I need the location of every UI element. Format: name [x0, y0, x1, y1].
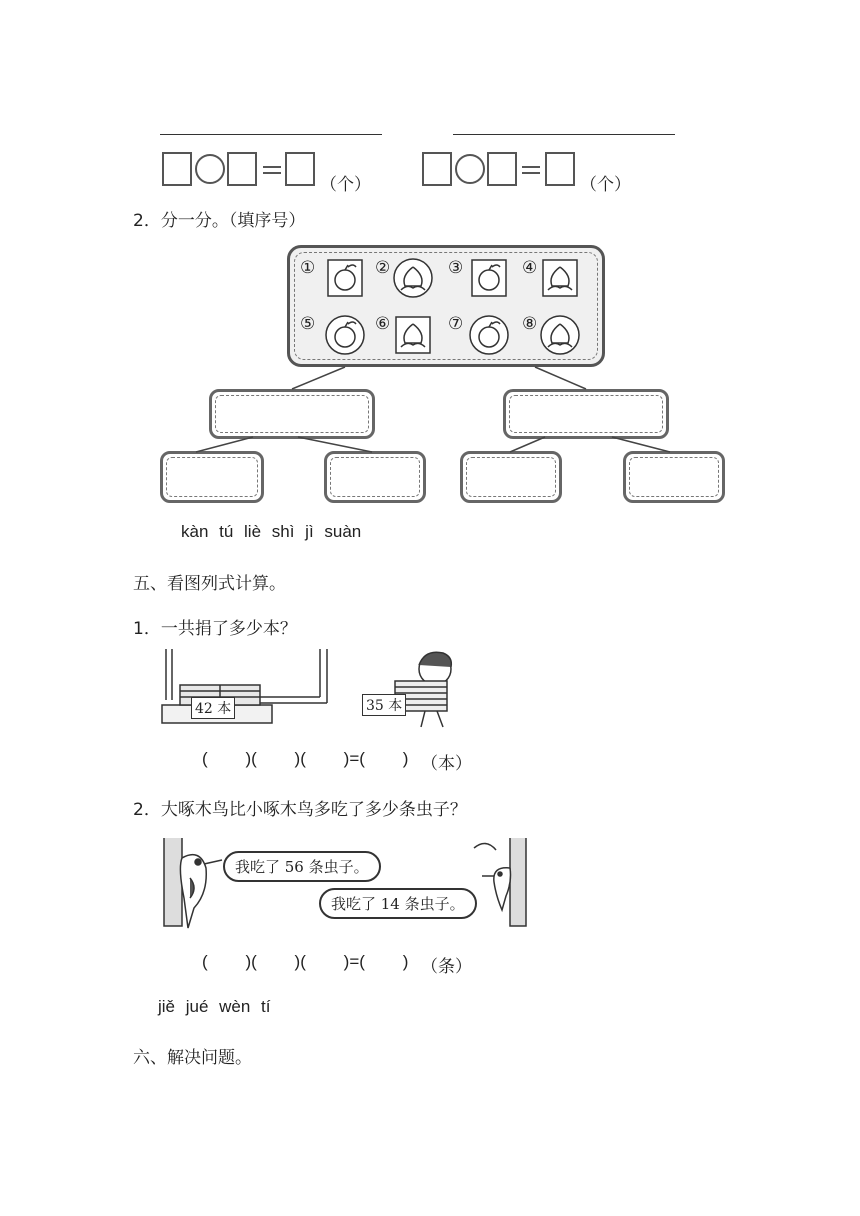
fruit-item-7: [470, 316, 508, 354]
fruit-item-8: [541, 316, 579, 354]
formula-blanks[interactable]: ( )( )( )=( ): [202, 952, 409, 971]
books-on-table-illustration: [160, 645, 340, 727]
unit-label: （个）: [320, 175, 371, 195]
section5-heading: 五、看图列式计算。: [133, 574, 286, 594]
item-number: ②: [375, 258, 391, 278]
q1-heading: 1．一共捐了多少本？: [133, 619, 297, 639]
formula-blanks[interactable]: ( )( )( )=( ): [202, 749, 409, 768]
tree-line: [298, 437, 372, 452]
question-heading: 2．分一分。（填序号）: [133, 211, 306, 231]
fruit-item-2: [394, 259, 432, 297]
pinyin-section6: jiě jué wèn tí: [158, 997, 271, 1016]
sort-diagram: [0, 0, 860, 520]
fruit-item-1: [328, 260, 362, 296]
item-number: ⑦: [448, 314, 464, 334]
speech-bubble-small-woodpecker: 我吃了 14 条虫子。: [319, 888, 477, 919]
tree-line: [612, 437, 670, 452]
fruit-item-6: [396, 317, 430, 353]
item-number: ④: [522, 258, 538, 278]
fruit-item-5: [326, 316, 364, 354]
q2-heading: 2．大啄木鸟比小啄木鸟多吃了多少条虫子？: [133, 800, 467, 820]
tree-line: [196, 437, 253, 452]
unit-label: （个）: [580, 175, 631, 195]
item-number: ①: [300, 258, 316, 278]
books-count-label-left: 42 本: [191, 697, 235, 719]
fruit-item-4: [543, 260, 577, 296]
unit-label: （条）: [421, 957, 472, 977]
section6-heading: 六、解决问题。: [133, 1048, 252, 1068]
boy-carrying-books-illustration: [385, 647, 475, 729]
tree-line: [535, 367, 586, 389]
item-number: ⑧: [522, 314, 538, 334]
unit-label: （本）: [421, 754, 472, 774]
tree-line: [292, 367, 345, 389]
speech-bubble-big-woodpecker: 我吃了 56 条虫子。: [223, 851, 381, 882]
item-number: ③: [448, 258, 464, 278]
tree-line: [510, 437, 545, 452]
fruit-item-3: [472, 260, 506, 296]
pinyin-section5: kàn tú liè shì jì suàn: [181, 522, 362, 541]
item-number: ⑤: [300, 314, 316, 334]
item-number: ⑥: [375, 314, 391, 334]
books-count-label-right: 35 本: [362, 694, 406, 716]
